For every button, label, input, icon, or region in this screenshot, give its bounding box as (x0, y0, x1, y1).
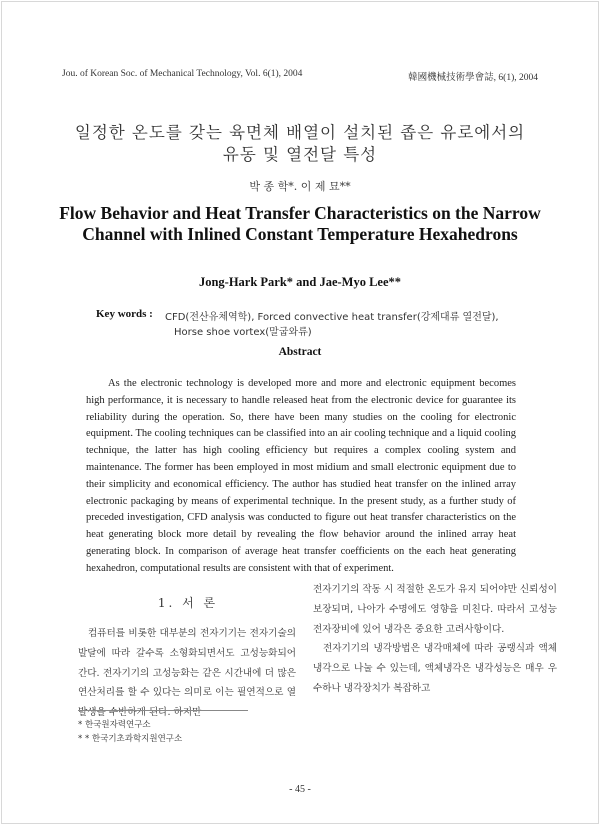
journal-header-english: Jou. of Korean Soc. of Mechanical Technology, Vol. 6(1), 2004 (62, 69, 303, 79)
page-number: - 45 - (289, 784, 311, 795)
english-authors: Jong-Hark Park* and Jae-Myo Lee** (198, 275, 402, 289)
abstract-body: As the electronic technology is developed more and more and electronic equipment becomes high performance, it is necessary to handle released heat from the electronic device for guarantee its reliability during the operation. So, there have been many studies on the cooling for electronic equipment. The cooling techniques can be classified into an air cooling technique and a liquid cooling technique, the latter has high cooling efficiency but requires a complex cooling system and maintenance. The former has been employed in most midium and small electronic equipment due to their simplicity and economical efficiency. The author has studied heat transfer on the inlined array electronic packaging by means of experimental technique. In the present study, as a further study of preceded investigation, CFD analysis was conducted to figure out heat transfer characteristics on the heat generating block more detail by revealing the flow behavior around the inlined array heat generating block. In comparison of average heat transfer coefficients on the each heat generating hexahedron, computational results are consistent with that of experiment. (86, 378, 516, 574)
korean-authors: 박 종 학*. 이 제 묘** (249, 180, 351, 193)
abstract-heading: Abstract (278, 346, 322, 358)
keywords-label: Key words : (96, 308, 153, 320)
footnote-affiliation-2: * * 한국기초과학지원연구소 (78, 734, 183, 744)
english-title: Flow Behavior and Heat Transfer Characteristics on the Narrow Channel with Inlined Constant Temperature Hexahedrons (59, 203, 541, 244)
introduction-right-column (313, 580, 557, 699)
keywords-line-2: Horse shoe vortex(말굽와류) (174, 327, 312, 338)
introduction-right-paragraph-1: 전자기기의 작동 시 적절한 온도가 유지 되어야만 신뢰성이 보장되며, 나아가 수명에도 영향을 미친다. 따라서 고성능 전자장비에 있어 냉각은 중요한 고려사항이다. (313, 584, 557, 635)
journal-header-korean: 韓國機械技術學會誌, 6(1), 2004 (408, 73, 538, 83)
footnote-affiliation-1: * 한국원자력연구소 (78, 720, 151, 730)
korean-title (0, 122, 600, 166)
korean-title-line-2: 유동 및 열전달 특성 (222, 145, 378, 164)
keywords-line-1: CFD(전산유체역학), Forced convective heat transfer(강제대류 열전달), (165, 312, 499, 323)
korean-title-line-1: 일정한 온도를 갖는 육면체 배열이 설치된 좁은 유로에서의 (74, 123, 526, 142)
section-heading-introduction: 1. 서 론 (157, 596, 219, 610)
introduction-left-column: 컴퓨터를 비롯한 대부분의 전자기기는 전자기술의 발달에 따라 갈수록 소형화되면서도 고성능화되어 간다. 전자기기의 고성능화는 같은 시간내에 더 많은 연산처리를 할 수 있다는 의미로 이는 필연적으로 열발생을 수반하게 된다. 하지만 (78, 628, 296, 719)
introduction-right-paragraph-2: 전자기기의 냉각방법은 냉각매체에 따라 공랭식과 액체냉각으로 나눌 수 있는데, 액체냉각은 냉각성능은 매우 우수하나 냉각장치가 복잡하고 (313, 643, 557, 694)
footnote-divider (78, 710, 248, 711)
